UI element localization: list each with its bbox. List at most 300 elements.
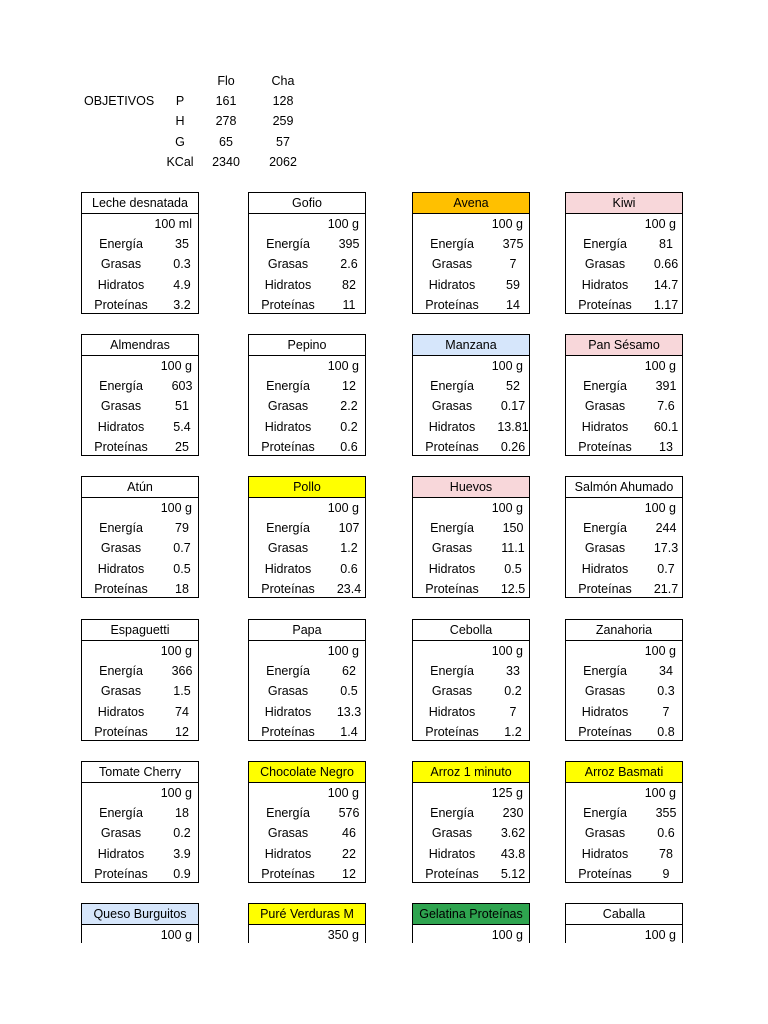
- nutrient-value: 74: [175, 704, 189, 719]
- nutrient-row: [82, 579, 198, 599]
- nutrient-label: Energía: [430, 806, 474, 820]
- nutrient-value: 1.2: [504, 725, 522, 740]
- food-card: [565, 476, 683, 598]
- nutrient-row: [249, 518, 365, 538]
- food-name: Arroz 1 minuto: [413, 762, 529, 783]
- nutrient-value: 82: [342, 277, 356, 292]
- nutrient-label: Grasas: [100, 541, 142, 556]
- nutrient-value: 0.5: [504, 561, 522, 576]
- nutrient-label: Hidratos: [264, 561, 312, 576]
- nutrient-value: 25: [175, 440, 189, 455]
- nutrient-value: 35: [175, 237, 189, 251]
- nutrient-label: Grasas: [431, 684, 473, 699]
- nutrient-row: [413, 518, 529, 538]
- nutrient-label: Grasas: [584, 541, 626, 556]
- nutrient-row: [249, 295, 365, 315]
- nutrient-label: Hidratos: [428, 419, 476, 434]
- nutrient-value: 12: [342, 867, 356, 882]
- nutrient-label: Grasas: [584, 684, 626, 699]
- nutrient-row: [566, 559, 682, 579]
- nutrient-row: [249, 579, 365, 599]
- food-card: [248, 903, 366, 943]
- nutrient-value: 43.8: [500, 846, 526, 861]
- nutrient-row: [566, 579, 682, 599]
- nutrient-value: 0.2: [173, 826, 191, 841]
- nutrient-value: 3.2: [173, 298, 191, 313]
- nutrient-label: Proteínas: [94, 582, 148, 597]
- nutrient-label: Proteínas: [94, 725, 148, 740]
- food-unit: 100 g: [160, 644, 192, 658]
- nutrient-row: [82, 376, 198, 396]
- food-card: [248, 192, 366, 314]
- food-card: [81, 334, 199, 456]
- nutrient-row: [249, 396, 365, 416]
- nutrient-label: Proteínas: [425, 440, 479, 455]
- nutrient-label: Proteínas: [578, 725, 632, 740]
- nutrient-row: [249, 864, 365, 884]
- food-card: [412, 761, 530, 883]
- nutrient-label: Energía: [99, 664, 143, 678]
- food-name: Huevos: [413, 477, 529, 498]
- nutrient-value: 14: [506, 298, 520, 313]
- food-unit: 350 g: [327, 928, 359, 942]
- nutrient-value: 1.17: [653, 298, 679, 313]
- food-card: [565, 761, 683, 883]
- nutrient-value: 150: [502, 521, 524, 535]
- nutrient-row: [249, 661, 365, 681]
- food-name: Arroz Basmati: [566, 762, 682, 783]
- food-name: Leche desnatada: [82, 193, 198, 214]
- nutrient-label: Grasas: [431, 399, 473, 414]
- nutrient-label: Proteínas: [261, 867, 315, 882]
- nutrient-label: Energía: [583, 237, 627, 251]
- objectives-flo-g: 65: [219, 135, 233, 149]
- nutrient-label: Proteínas: [578, 440, 632, 455]
- nutrient-row: [249, 702, 365, 722]
- nutrient-label: Proteínas: [94, 867, 148, 882]
- food-name: Pan Sésamo: [566, 335, 682, 356]
- nutrient-value: 0.2: [504, 684, 522, 699]
- nutrient-row: [413, 661, 529, 681]
- nutrient-row: [413, 681, 529, 701]
- nutrient-label: Proteínas: [425, 298, 479, 313]
- nutrient-row: [82, 681, 198, 701]
- nutrient-label: Energía: [430, 379, 474, 393]
- objectives-key-kcal: KCal: [166, 155, 194, 169]
- nutrient-label: Hidratos: [428, 704, 476, 719]
- nutrient-row: [413, 823, 529, 843]
- nutrient-label: Hidratos: [428, 277, 476, 292]
- food-card: [248, 619, 366, 741]
- nutrient-row: [82, 437, 198, 457]
- nutrient-value: 603: [171, 379, 193, 393]
- objectives-flo-h: 278: [215, 114, 237, 128]
- nutrient-label: Proteínas: [578, 582, 632, 597]
- food-card: [412, 334, 530, 456]
- nutrient-row: [413, 559, 529, 579]
- nutrient-value: 0.7: [173, 541, 191, 556]
- nutrient-value: 52: [506, 379, 520, 393]
- nutrient-row: [413, 702, 529, 722]
- nutrient-row: [413, 254, 529, 274]
- nutrient-label: Energía: [583, 664, 627, 678]
- objectives-flo-p: 161: [215, 94, 237, 108]
- nutrient-row: [82, 396, 198, 416]
- nutrient-value: 9: [662, 867, 670, 882]
- nutrient-row: [566, 803, 682, 823]
- nutrient-value: 0.26: [500, 440, 526, 455]
- nutrient-row: [566, 864, 682, 884]
- nutrient-row: [82, 559, 198, 579]
- food-card: [412, 619, 530, 741]
- food-unit: 100 g: [327, 359, 359, 373]
- nutrient-label: Hidratos: [97, 419, 145, 434]
- nutrient-value: 11: [342, 298, 356, 313]
- nutrient-label: Proteínas: [261, 298, 315, 313]
- nutrient-row: [82, 417, 198, 437]
- nutrient-label: Energía: [99, 237, 143, 251]
- nutrient-row: [566, 396, 682, 416]
- nutrient-value: 59: [506, 277, 520, 292]
- nutrient-label: Grasas: [267, 684, 309, 699]
- nutrient-value: 107: [338, 521, 360, 535]
- nutrient-value: 1.4: [340, 725, 358, 740]
- food-unit: 100 g: [327, 644, 359, 658]
- nutrient-label: Energía: [583, 521, 627, 535]
- food-unit: 100 g: [491, 928, 523, 942]
- nutrient-value: 355: [655, 806, 677, 820]
- nutrient-row: [413, 844, 529, 864]
- nutrient-row: [413, 722, 529, 742]
- food-card: [412, 192, 530, 314]
- nutrient-label: Proteínas: [94, 440, 148, 455]
- nutrient-label: Energía: [266, 664, 310, 678]
- nutrient-label: Hidratos: [97, 277, 145, 292]
- nutrient-label: Hidratos: [264, 419, 312, 434]
- nutrient-label: Hidratos: [581, 561, 629, 576]
- nutrient-value: 51: [175, 399, 189, 414]
- food-unit: 100 g: [644, 359, 676, 373]
- nutrient-row: [566, 295, 682, 315]
- nutrient-label: Grasas: [267, 257, 309, 272]
- food-unit: 100 g: [491, 359, 523, 373]
- nutrient-label: Proteínas: [94, 298, 148, 313]
- nutrient-label: Grasas: [267, 399, 309, 414]
- food-unit: 100 g: [160, 928, 192, 942]
- nutrient-value: 366: [171, 664, 193, 678]
- food-unit: 100 g: [160, 359, 192, 373]
- food-name: Zanahoria: [566, 620, 682, 641]
- objectives-cha-g: 57: [276, 135, 290, 149]
- nutrient-row: [566, 275, 682, 295]
- nutrient-row: [82, 275, 198, 295]
- objectives-key-g: G: [175, 135, 185, 149]
- food-unit: 100 g: [644, 217, 676, 231]
- nutrient-label: Grasas: [431, 541, 473, 556]
- nutrient-value: 12: [342, 379, 356, 393]
- nutrient-row: [249, 823, 365, 843]
- nutrient-row: [82, 844, 198, 864]
- nutrient-value: 13: [659, 440, 673, 455]
- nutrient-value: 34: [659, 664, 673, 678]
- food-unit: 100 g: [327, 501, 359, 515]
- nutrient-row: [413, 396, 529, 416]
- nutrient-value: 2.6: [340, 257, 358, 272]
- nutrient-row: [82, 234, 198, 254]
- food-card: [81, 476, 199, 598]
- nutrient-row: [82, 702, 198, 722]
- nutrient-label: Energía: [430, 521, 474, 535]
- nutrient-value: 7: [662, 704, 670, 719]
- food-name: Caballa: [566, 904, 682, 925]
- nutrient-row: [82, 538, 198, 558]
- objectives-label: OBJETIVOS: [84, 94, 155, 108]
- nutrient-row: [82, 661, 198, 681]
- nutrient-label: Hidratos: [581, 419, 629, 434]
- nutrient-label: Hidratos: [264, 277, 312, 292]
- nutrient-value: 7: [509, 704, 517, 719]
- objectives-cha-p: 128: [272, 94, 294, 108]
- nutrient-label: Grasas: [100, 399, 142, 414]
- nutrient-value: 18: [175, 582, 189, 597]
- food-name: Manzana: [413, 335, 529, 356]
- nutrient-value: 12: [175, 725, 189, 740]
- nutrient-label: Hidratos: [264, 704, 312, 719]
- nutrient-value: 244: [655, 521, 677, 535]
- nutrient-label: Hidratos: [581, 704, 629, 719]
- nutrient-label: Hidratos: [97, 704, 145, 719]
- nutrient-value: 375: [502, 237, 524, 251]
- nutrient-row: [566, 661, 682, 681]
- nutrient-label: Proteínas: [261, 725, 315, 740]
- objectives-col-cha: Cha: [271, 74, 295, 88]
- food-name: Atún: [82, 477, 198, 498]
- nutrient-row: [566, 518, 682, 538]
- objectives-cha-kcal: 2062: [269, 155, 297, 169]
- nutrient-label: Grasas: [267, 541, 309, 556]
- nutrient-value: 1.5: [173, 684, 191, 699]
- nutrient-value: 2.2: [340, 399, 358, 414]
- nutrient-value: 0.5: [173, 561, 191, 576]
- nutrient-value: 18: [175, 806, 189, 820]
- nutrient-label: Energía: [583, 806, 627, 820]
- nutrient-value: 12.5: [500, 582, 526, 597]
- nutrient-row: [413, 538, 529, 558]
- nutrient-row: [413, 417, 529, 437]
- nutrient-label: Proteínas: [261, 582, 315, 597]
- nutrient-label: Hidratos: [428, 561, 476, 576]
- food-name: Cebolla: [413, 620, 529, 641]
- nutrient-value: 23.4: [336, 582, 362, 597]
- nutrient-row: [249, 437, 365, 457]
- nutrient-value: 22: [342, 846, 356, 861]
- nutrient-row: [82, 722, 198, 742]
- objectives-col-flo: Flo: [217, 74, 235, 88]
- nutrient-row: [82, 295, 198, 315]
- food-card: [565, 334, 683, 456]
- nutrient-label: Energía: [266, 379, 310, 393]
- nutrient-label: Hidratos: [581, 277, 629, 292]
- food-card: [412, 903, 530, 943]
- food-card: [412, 476, 530, 598]
- food-unit: 100 g: [491, 501, 523, 515]
- nutrient-value: 4.9: [173, 277, 191, 292]
- nutrient-label: Grasas: [584, 826, 626, 841]
- nutrient-row: [413, 234, 529, 254]
- food-name: Chocolate Negro: [249, 762, 365, 783]
- nutrient-value: 1.2: [340, 541, 358, 556]
- food-name: Papa: [249, 620, 365, 641]
- nutrient-value: 0.2: [340, 419, 358, 434]
- nutrient-value: 46: [342, 826, 356, 841]
- nutrient-row: [566, 823, 682, 843]
- food-unit: 100 g: [160, 501, 192, 515]
- nutrient-label: Proteínas: [425, 582, 479, 597]
- nutrient-label: Grasas: [584, 399, 626, 414]
- nutrient-row: [249, 376, 365, 396]
- nutrient-value: 11.1: [501, 541, 525, 556]
- nutrient-row: [413, 376, 529, 396]
- nutrient-row: [249, 803, 365, 823]
- nutrient-value: 395: [338, 237, 360, 251]
- nutrient-value: 33: [506, 664, 520, 678]
- nutrient-value: 230: [502, 806, 524, 820]
- nutrient-value: 13.81: [497, 419, 529, 434]
- nutrient-label: Grasas: [431, 826, 473, 841]
- food-unit: 125 g: [491, 786, 523, 800]
- objectives-cha-h: 259: [272, 114, 294, 128]
- nutrient-value: 78: [659, 846, 673, 861]
- food-name: Almendras: [82, 335, 198, 356]
- food-card: [565, 192, 683, 314]
- food-card: [81, 619, 199, 741]
- nutrient-row: [413, 579, 529, 599]
- nutrient-label: Grasas: [100, 257, 142, 272]
- nutrient-row: [566, 234, 682, 254]
- food-card: [248, 334, 366, 456]
- nutrient-row: [249, 254, 365, 274]
- nutrient-row: [413, 864, 529, 884]
- nutrient-row: [249, 722, 365, 742]
- food-unit: 100 g: [327, 786, 359, 800]
- nutrient-row: [566, 376, 682, 396]
- nutrient-row: [413, 437, 529, 457]
- nutrient-label: Hidratos: [97, 846, 145, 861]
- nutrient-row: [566, 254, 682, 274]
- nutrient-row: [82, 823, 198, 843]
- nutrient-label: Hidratos: [264, 846, 312, 861]
- nutrient-label: Proteínas: [425, 725, 479, 740]
- nutrient-row: [413, 295, 529, 315]
- nutrient-row: [249, 681, 365, 701]
- nutrient-row: [82, 864, 198, 884]
- nutrient-label: Proteínas: [578, 867, 632, 882]
- food-name: Pollo: [249, 477, 365, 498]
- objectives-key-h: H: [175, 114, 185, 128]
- nutrient-label: Energía: [430, 664, 474, 678]
- nutrient-label: Energía: [266, 806, 310, 820]
- nutrient-value: 0.6: [340, 440, 358, 455]
- nutrient-row: [413, 275, 529, 295]
- food-card: [565, 903, 683, 943]
- nutrient-value: 5.4: [173, 419, 191, 434]
- food-unit: 100 g: [644, 928, 676, 942]
- nutrient-row: [82, 518, 198, 538]
- nutrient-label: Hidratos: [581, 846, 629, 861]
- food-unit: 100 g: [644, 644, 676, 658]
- nutrient-value: 0.6: [657, 826, 675, 841]
- nutrient-label: Energía: [99, 806, 143, 820]
- nutrient-label: Proteínas: [261, 440, 315, 455]
- nutrient-label: Energía: [99, 521, 143, 535]
- nutrient-value: 0.3: [657, 684, 675, 699]
- nutrient-label: Energía: [583, 379, 627, 393]
- nutrient-row: [566, 844, 682, 864]
- nutrient-value: 13.3: [336, 704, 362, 719]
- nutrient-value: 3.62: [500, 826, 526, 841]
- nutrient-row: [566, 437, 682, 457]
- nutrient-value: 14.7: [653, 277, 679, 292]
- nutrient-row: [249, 417, 365, 437]
- nutrient-value: 81: [659, 237, 673, 251]
- nutrient-label: Energía: [430, 237, 474, 251]
- nutrient-value: 0.66: [653, 257, 679, 272]
- objectives-key-p: P: [175, 94, 185, 108]
- nutrient-row: [82, 803, 198, 823]
- food-name: Queso Burguitos: [82, 904, 198, 925]
- nutrient-value: 21.7: [653, 582, 679, 597]
- nutrient-label: Grasas: [267, 826, 309, 841]
- food-name: Kiwi: [566, 193, 682, 214]
- nutrient-row: [249, 234, 365, 254]
- food-card: [248, 761, 366, 883]
- food-name: Pepino: [249, 335, 365, 356]
- nutrient-row: [249, 844, 365, 864]
- nutrient-row: [566, 538, 682, 558]
- nutrient-label: Grasas: [584, 257, 626, 272]
- nutrient-value: 391: [655, 379, 677, 393]
- food-name: Tomate Cherry: [82, 762, 198, 783]
- food-card: [81, 903, 199, 943]
- food-name: Puré Verduras M: [249, 904, 365, 925]
- nutrient-value: 576: [338, 806, 360, 820]
- nutrient-value: 5.12: [500, 867, 526, 882]
- nutrient-row: [413, 803, 529, 823]
- nutrient-value: 62: [342, 664, 356, 678]
- nutrient-label: Energía: [266, 237, 310, 251]
- nutrient-row: [249, 275, 365, 295]
- nutrient-value: 0.5: [340, 684, 358, 699]
- nutrient-value: 7: [509, 257, 517, 272]
- nutrient-value: 0.9: [173, 867, 191, 882]
- food-name: Salmón Ahumado: [566, 477, 682, 498]
- nutrient-label: Hidratos: [97, 561, 145, 576]
- nutrient-label: Energía: [99, 379, 143, 393]
- objectives-flo-kcal: 2340: [212, 155, 240, 169]
- food-unit: 100 g: [491, 644, 523, 658]
- nutrient-value: 0.7: [657, 561, 675, 576]
- nutrient-value: 3.9: [173, 846, 191, 861]
- nutrient-row: [566, 417, 682, 437]
- food-unit: 100 g: [644, 501, 676, 515]
- food-card: [81, 192, 199, 314]
- food-unit: 100 g: [644, 786, 676, 800]
- nutrient-row: [82, 254, 198, 274]
- food-unit: 100 g: [327, 217, 359, 231]
- nutrient-row: [566, 722, 682, 742]
- nutrient-value: 60.1: [653, 419, 679, 434]
- food-unit: 100 ml: [154, 217, 192, 231]
